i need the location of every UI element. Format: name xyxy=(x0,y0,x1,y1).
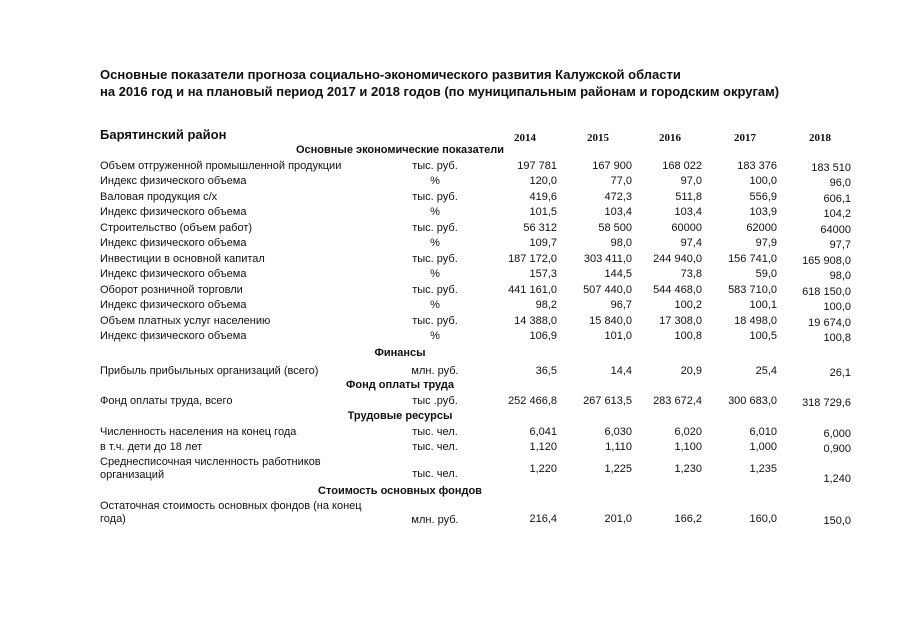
value-2015: 472,3 xyxy=(604,191,632,203)
value-2017: 100,1 xyxy=(749,299,777,311)
value-2014: 56 312 xyxy=(523,222,557,234)
value-2015: 267 613,5 xyxy=(583,395,632,407)
value-2015: 96,7 xyxy=(610,299,632,311)
unit-cell: тыс. руб. xyxy=(412,160,458,172)
title-line-2: на 2016 год и на плановый период 2017 и 2018 годов (по муниципальным районам и городским округам) xyxy=(100,84,780,99)
value-2017: 25,4 xyxy=(755,365,777,377)
value-2015: 15 840,0 xyxy=(589,315,632,327)
value-2018: 618 150,0 xyxy=(802,286,851,298)
indicator-row xyxy=(0,175,905,191)
indicator-label: Оборот розничной торговли xyxy=(100,284,243,296)
value-2018: 26,1 xyxy=(829,367,851,379)
indicator-row xyxy=(0,237,905,253)
indicator-label: Индекс физического объема xyxy=(100,330,247,342)
indicator-row xyxy=(0,395,905,411)
value-2014: 101,5 xyxy=(529,206,557,218)
indicator-row xyxy=(0,426,905,442)
value-2017: 18 498,0 xyxy=(734,315,777,327)
value-2016: 166,2 xyxy=(674,513,702,525)
value-2014: 187 172,0 xyxy=(508,253,557,265)
document-title xyxy=(100,66,880,100)
value-2016: 97,4 xyxy=(680,237,702,249)
indicator-row xyxy=(0,299,905,315)
value-2014: 98,2 xyxy=(535,299,557,311)
unit-cell: % xyxy=(430,237,440,249)
value-2014: 157,3 xyxy=(529,268,557,280)
indicator-label: Индекс физического объема xyxy=(100,237,247,249)
value-2018: 0,900 xyxy=(823,443,851,455)
value-2018: 1,240 xyxy=(823,473,851,485)
unit-cell: млн. руб. xyxy=(411,365,459,377)
value-2016: 6,020 xyxy=(674,426,702,438)
value-2017: 103,9 xyxy=(749,206,777,218)
value-2016: 544 468,0 xyxy=(653,284,702,296)
value-2016: 73,8 xyxy=(680,268,702,280)
value-2017: 97,9 xyxy=(755,237,777,249)
value-2015: 103,4 xyxy=(604,206,632,218)
indicator-label: Объем отгруженной промышленной продукции xyxy=(100,160,342,172)
value-2018: 19 674,0 xyxy=(808,317,851,329)
district-name: Барятинский район xyxy=(100,127,227,142)
value-2018: 6,000 xyxy=(823,428,851,440)
value-2015: 144,5 xyxy=(604,268,632,280)
value-2018: 100,8 xyxy=(823,332,851,344)
indicator-label: Индекс физического объема xyxy=(100,299,247,311)
value-2016: 100,8 xyxy=(674,330,702,342)
indicator-row xyxy=(0,268,905,284)
year-header-2017: 2017 xyxy=(734,132,756,144)
value-2014: 1,120 xyxy=(529,441,557,453)
indicator-row xyxy=(0,330,905,346)
value-2018: 183 510 xyxy=(811,162,851,174)
value-2018: 318 729,6 xyxy=(802,397,851,409)
unit-cell: % xyxy=(430,330,440,342)
value-2016: 103,4 xyxy=(674,206,702,218)
title-line-1: Основные показатели прогноза социально-экономического развития Калужской области xyxy=(100,67,681,82)
value-2016: 283 672,4 xyxy=(653,395,702,407)
year-header-2014: 2014 xyxy=(514,132,536,144)
year-header-2016: 2016 xyxy=(659,132,681,144)
unit-cell: тыс. руб. xyxy=(412,315,458,327)
indicator-row xyxy=(0,160,905,176)
value-2018: 104,2 xyxy=(823,208,851,220)
indicator-row xyxy=(0,206,905,222)
value-2015: 77,0 xyxy=(610,175,632,187)
value-2017: 62000 xyxy=(746,222,777,234)
value-2016: 511,8 xyxy=(675,191,702,203)
indicator-row xyxy=(0,222,905,238)
value-2014: 120,0 xyxy=(529,175,557,187)
value-2018: 165 908,0 xyxy=(802,255,851,267)
value-2017: 6,010 xyxy=(749,426,777,438)
indicator-label: Прибыль прибыльных организаций (всего) xyxy=(100,365,319,377)
section-header: Фонд оплаты труда xyxy=(345,379,454,391)
indicator-row xyxy=(0,253,905,269)
value-2017: 1,000 xyxy=(749,441,777,453)
value-2015: 1,225 xyxy=(604,463,632,475)
value-2015: 98,0 xyxy=(610,237,632,249)
indicator-label: Остаточная стоимость основных фондов (на конец года) xyxy=(100,500,362,525)
indicator-row xyxy=(0,284,905,300)
value-2014: 6,041 xyxy=(529,426,557,438)
value-2016: 17 308,0 xyxy=(659,315,702,327)
indicator-label: Среднесписочная численность работников организаций xyxy=(100,456,321,481)
year-header-2018: 2018 xyxy=(809,132,831,144)
value-2015: 1,110 xyxy=(605,441,632,453)
value-2015: 58 500 xyxy=(598,222,632,234)
unit-cell: % xyxy=(430,206,440,218)
indicator-label: Строительство (объем работ) xyxy=(100,222,253,234)
unit-cell: тыс. руб. xyxy=(412,284,458,296)
value-2014: 197 781 xyxy=(517,160,557,172)
value-2015: 507 440,0 xyxy=(583,284,632,296)
unit-cell: тыс .руб. xyxy=(412,395,458,407)
indicator-row xyxy=(0,191,905,207)
value-2016: 168 022 xyxy=(662,160,702,172)
value-2014: 14 388,0 xyxy=(514,315,557,327)
indicator-row xyxy=(0,456,905,485)
value-2017: 100,0 xyxy=(749,175,777,187)
unit-cell: % xyxy=(430,299,440,311)
indicator-label: в т.ч. дети до 18 лет xyxy=(100,441,203,453)
value-2014: 419,6 xyxy=(529,191,557,203)
value-2014: 1,220 xyxy=(529,463,557,475)
indicator-label: Фонд оплаты труда, всего xyxy=(100,395,233,407)
indicator-label: Валовая продукция с/х xyxy=(100,191,218,203)
indicator-label: Индекс физического объема xyxy=(100,268,247,280)
value-2016: 1,230 xyxy=(674,463,702,475)
indicator-row xyxy=(0,315,905,331)
value-2015: 14,4 xyxy=(610,365,632,377)
value-2015: 101,0 xyxy=(604,330,632,342)
value-2017: 156 741,0 xyxy=(728,253,777,265)
indicator-label: Объем платных услуг населению xyxy=(100,315,271,327)
unit-cell: тыс. чел. xyxy=(412,441,458,453)
value-2017: 183 376 xyxy=(737,160,777,172)
value-2018: 97,7 xyxy=(829,239,851,251)
value-2014: 252 466,8 xyxy=(508,395,557,407)
section-header: Трудовые ресурсы xyxy=(347,410,453,422)
unit-cell: тыс. чел. xyxy=(412,468,458,480)
value-2016: 60000 xyxy=(671,222,702,234)
section-header: Основные экономические показатели xyxy=(295,144,505,156)
value-2015: 167 900 xyxy=(592,160,632,172)
value-2018: 98,0 xyxy=(829,270,851,282)
value-2016: 100,2 xyxy=(674,299,702,311)
value-2015: 303 411,0 xyxy=(583,253,632,265)
value-2018: 96,0 xyxy=(829,177,851,189)
value-2017: 583 710,0 xyxy=(728,284,777,296)
section-header: Стоимость основных фондов xyxy=(318,485,482,497)
value-2015: 201,0 xyxy=(604,513,632,525)
unit-cell: млн. руб. xyxy=(411,514,459,526)
value-2014: 216,4 xyxy=(529,513,557,525)
value-2015: 6,030 xyxy=(604,426,632,438)
value-2017: 59,0 xyxy=(755,268,777,280)
indicator-label: Индекс физического объема xyxy=(100,175,247,187)
value-2017: 160,0 xyxy=(749,513,777,525)
indicator-row xyxy=(0,441,905,457)
value-2014: 109,7 xyxy=(529,237,557,249)
indicator-label: Инвестиции в основной капитал xyxy=(100,253,265,265)
indicator-row xyxy=(0,500,905,527)
value-2016: 97,0 xyxy=(680,175,702,187)
indicator-label: Численность населения на конец года xyxy=(100,426,297,438)
value-2014: 36,5 xyxy=(535,365,557,377)
unit-cell: тыс. руб. xyxy=(412,253,458,265)
unit-cell: тыс. чел. xyxy=(412,426,458,438)
value-2017: 1,235 xyxy=(749,463,777,475)
year-header-2015: 2015 xyxy=(587,132,609,144)
value-2014: 441 161,0 xyxy=(508,284,557,296)
value-2017: 100,5 xyxy=(749,330,777,342)
value-2014: 106,9 xyxy=(529,330,557,342)
unit-cell: % xyxy=(430,175,440,187)
value-2018: 64000 xyxy=(820,224,851,236)
value-2018: 606,1 xyxy=(823,193,851,205)
value-2016: 20,9 xyxy=(680,365,702,377)
unit-cell: тыс. руб. xyxy=(412,222,458,234)
value-2016: 1,100 xyxy=(674,441,702,453)
unit-cell: тыс. руб. xyxy=(412,191,458,203)
value-2016: 244 940,0 xyxy=(653,253,702,265)
indicator-label: Индекс физического объема xyxy=(100,206,247,218)
section-header: Финансы xyxy=(374,347,426,359)
value-2018: 100,0 xyxy=(823,301,851,313)
value-2017: 556,9 xyxy=(749,191,777,203)
value-2018: 150,0 xyxy=(823,515,851,527)
unit-cell: % xyxy=(430,268,440,280)
value-2017: 300 683,0 xyxy=(728,395,777,407)
